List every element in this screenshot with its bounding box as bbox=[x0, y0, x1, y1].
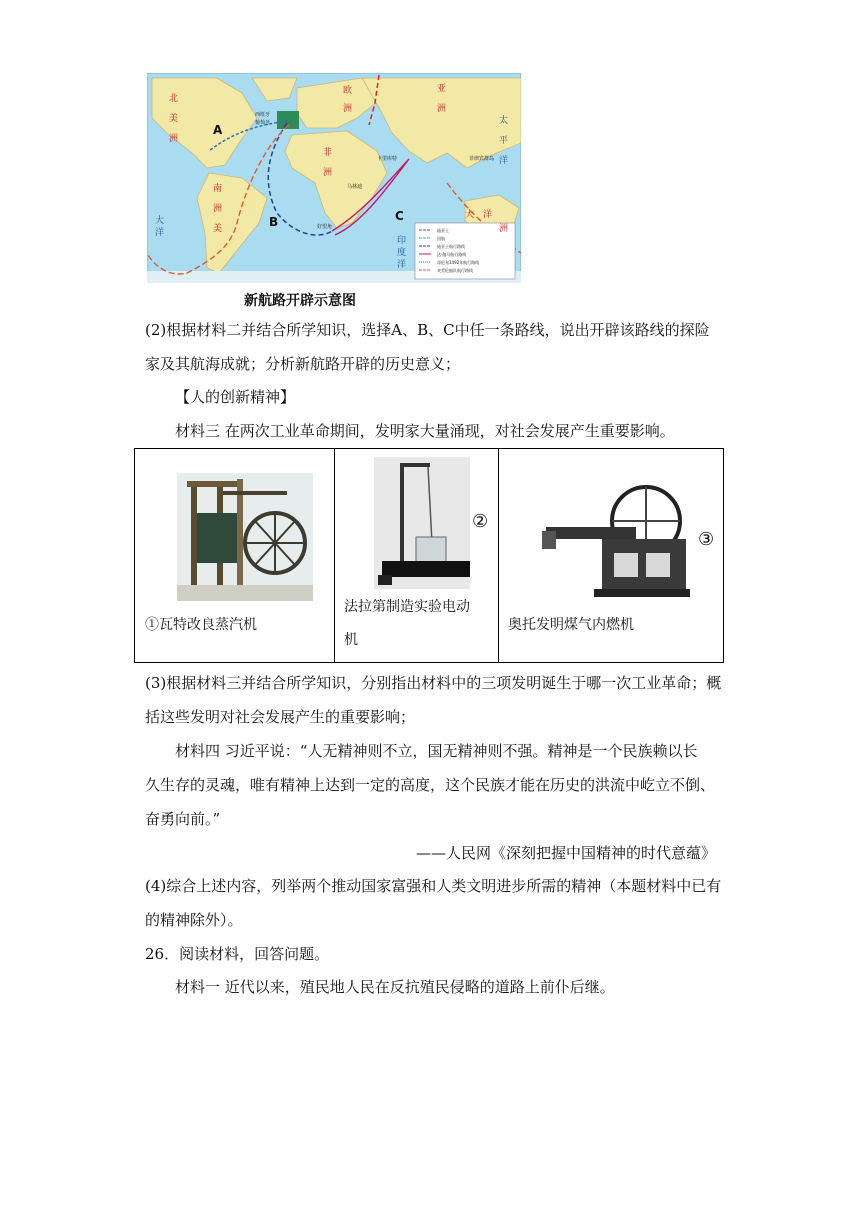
region-label: 洲 bbox=[437, 104, 447, 114]
table-cell-watt bbox=[135, 449, 335, 662]
region-label: 洋 bbox=[397, 260, 407, 270]
question-2-line-1: (2)根据材料二并结合所学知识，选择A、B、C中任一条路线，说出开辟该路线的探险 bbox=[145, 321, 710, 339]
map-legend bbox=[437, 227, 479, 275]
watt-steam-engine-image bbox=[177, 473, 313, 601]
material-4-line-1: 材料四 习近平说：“人无精神则不立，国无精神则不强。精神是一个民族赖以长 bbox=[175, 742, 698, 760]
legend-entry: 迪亚士航行路线 bbox=[437, 244, 465, 249]
region-label: 大 bbox=[465, 210, 475, 220]
route-label-c: C bbox=[395, 209, 404, 223]
region-label: 洲 bbox=[213, 204, 223, 214]
region-label: 平 bbox=[499, 136, 509, 146]
marker-2: ② bbox=[472, 511, 489, 532]
region-label: 洲 bbox=[169, 134, 179, 144]
material-4-line-3: 奋勇向前。” bbox=[145, 810, 221, 828]
place-label: 好望角 bbox=[317, 224, 333, 230]
region-label: 欧 bbox=[343, 86, 353, 96]
place-label: 西班牙 bbox=[255, 112, 271, 118]
region-label: 洋 bbox=[155, 228, 165, 238]
place-label: 菲律宾群岛 bbox=[469, 156, 495, 162]
question-26: 26．阅读材料，回答问题。 bbox=[145, 945, 330, 963]
material-4-line-2: 久生存的灵魂，唯有精神上达到一定的高度，这个民族才能在历史的洪流中屹立不倒、 bbox=[145, 776, 716, 794]
route-label-b: B bbox=[269, 215, 279, 229]
inventions-table bbox=[134, 448, 724, 663]
region-label: 非 bbox=[323, 148, 333, 158]
legend-entry: 麦哲伦船队航行路线 bbox=[437, 268, 473, 273]
place-label: 葡萄牙 bbox=[255, 120, 271, 126]
region-label: 度 bbox=[397, 248, 407, 258]
question-4-line-2: 的精神除外）。 bbox=[145, 911, 243, 929]
material-3: 材料三 在两次工业革命期间，发明家大量涌现，对社会发展产生重要影响。 bbox=[175, 422, 675, 440]
watt-caption: ①瓦特改良蒸汽机 bbox=[145, 617, 257, 633]
legend-entry: 迪亚士 bbox=[437, 228, 449, 233]
section-title: 【人的创新精神】 bbox=[175, 388, 296, 406]
place-label: 卡里库特 bbox=[377, 156, 398, 162]
region-label: 太 bbox=[499, 116, 509, 126]
region-label: 印 bbox=[397, 236, 407, 246]
faraday-caption-line-2: 机 bbox=[344, 632, 358, 648]
legend-entry: 回航 bbox=[437, 236, 445, 241]
marker-3: ③ bbox=[698, 529, 715, 550]
faraday-caption-line-1: 法拉第制造实验电动 bbox=[344, 599, 470, 615]
question-4-line-1: (4)综合上述内容，列举两个推动国家富强和人类文明进步所需的精神（本题材料中已有 bbox=[145, 877, 722, 895]
region-label: 洲 bbox=[323, 168, 333, 178]
region-label: 大 bbox=[155, 216, 165, 226]
otto-engine-image bbox=[542, 481, 690, 597]
region-label: 美 bbox=[169, 114, 179, 124]
otto-caption: 奥托发明煤气内燃机 bbox=[508, 617, 634, 633]
question-26-material-1: 材料一 近代以来，殖民地人民在反抗殖民侵略的道路上前仆后继。 bbox=[175, 978, 615, 996]
material-4-source: ——人民网《深刻把握中国精神的时代意蕴》 bbox=[415, 844, 716, 862]
region-label: 亚 bbox=[437, 84, 447, 94]
faraday-motor-image bbox=[374, 457, 470, 589]
question-3-line-1: (3)根据材料三并结合所学知识，分别指出材料中的三项发明诞生于哪一次工业革命；概 bbox=[145, 674, 722, 692]
new-route-map bbox=[147, 73, 521, 283]
region-label: 北 bbox=[169, 94, 179, 104]
map-caption: 新航路开辟示意图 bbox=[244, 293, 356, 309]
table-cell-faraday bbox=[334, 449, 499, 662]
legend-entry: 哥伦布1492年航行路线 bbox=[437, 260, 480, 265]
region-label: 洋 bbox=[499, 156, 509, 166]
region-label: 南 bbox=[213, 184, 223, 194]
region-label: 洲 bbox=[343, 104, 353, 114]
place-label: 马林迪 bbox=[347, 184, 363, 190]
region-label: 洲 bbox=[499, 224, 509, 234]
legend-entry: 达·伽马航行路线 bbox=[437, 252, 467, 257]
table-cell-otto bbox=[498, 449, 723, 662]
region-label: 美 bbox=[213, 224, 223, 234]
region-label: 洋 bbox=[483, 210, 493, 220]
route-label-a: A bbox=[213, 123, 223, 137]
question-3-line-2: 括这些发明对社会发展产生的重要影响； bbox=[145, 708, 416, 726]
question-2-line-2: 家及其航海成就；分析新航路开辟的历史意义； bbox=[145, 355, 461, 373]
